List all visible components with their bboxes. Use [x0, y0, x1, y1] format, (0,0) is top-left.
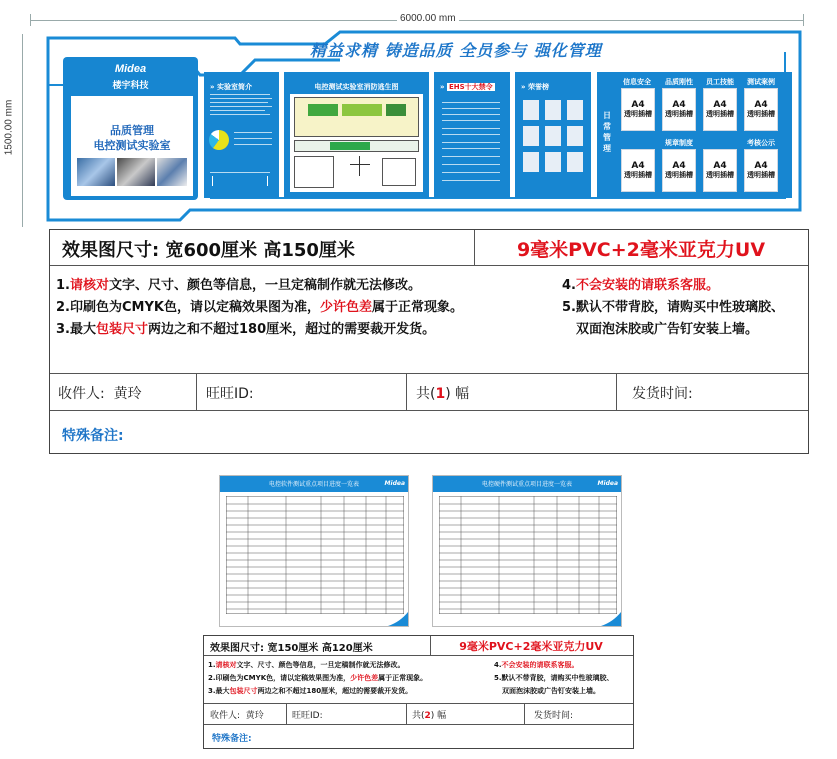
piece-count: 共(1) 幅 [416, 386, 470, 402]
wangwang-id-label: 旺旺ID: [292, 711, 323, 721]
note-5-line2: 双面泡沫胶或广告钉安装上墙。 [502, 687, 600, 695]
size-label: 效果图尺寸: 宽600厘米 高150厘米 [62, 240, 355, 261]
material-spec: 9毫米PVC+2毫米亚克力UV [459, 640, 603, 653]
material-spec: 9毫米PVC+2毫米亚克力UV [516, 239, 766, 261]
banner-slogan: 精益求精 铸造品质 全员参与 强化管理 [310, 41, 602, 60]
note-1: 1.请核对文字、尺寸、颜色等信息，一旦定稿制作就无法修改。 [56, 278, 422, 293]
size-label: 效果图尺寸: 宽150厘米 高120厘米 [210, 643, 373, 654]
piece-count: 共(2) 幅 [412, 711, 447, 721]
section-test-cases: 测试案例 [747, 78, 775, 86]
fire-map-diagram [290, 94, 423, 192]
section-info-security: 信息安全 [623, 78, 651, 86]
dimension-tick-left [30, 14, 31, 26]
width-dimension-label: 6000.00 mm [397, 13, 459, 24]
note-2: 2.印刷色为CMYK色，请以定稿效果图为准，少许色差属于正常现象。 [208, 674, 428, 682]
height-dimension-label: 1500.00 mm [3, 97, 14, 159]
special-remarks-label: 特殊备注: [212, 734, 252, 744]
section-rules: 规章制度 [665, 139, 693, 147]
note-4: 4.不会安装的请联系客服。 [562, 278, 719, 293]
section-staff-skills: 员工技能 [706, 78, 734, 86]
dimension-tick-right [803, 14, 804, 26]
pie-chart-icon [209, 130, 229, 150]
a4-slot: A4 透明插槽 [744, 88, 778, 131]
ship-time-label: 发货时间: [534, 711, 574, 721]
lab-title-box [71, 96, 193, 196]
fire-map-panel [284, 72, 429, 198]
note-1: 1.请核对文字、尺寸、颜色等信息，一旦定稿制作就无法修改。 [208, 661, 405, 669]
note-2: 2.印刷色为CMYK色，请以定稿效果图为准，少许色差属于正常现象。 [56, 300, 463, 315]
receiver-field: 收件人: 黄玲 [210, 711, 264, 721]
midea-logo: Midea [114, 63, 147, 75]
a4-slot: A4 透明插槽 [744, 149, 778, 192]
company-name: 楼宇科技 [112, 81, 149, 91]
lab-title-line2: 电控测试实验室 [93, 139, 171, 152]
a4-slot: A4 透明插槽 [662, 149, 696, 192]
note-5-line2: 双面泡沫胶或广告钉安装上墙。 [576, 322, 759, 337]
schedule-grid [226, 496, 404, 614]
a4-slot: A4 透明插槽 [703, 149, 737, 192]
honor-panel [515, 72, 591, 198]
corner-accent [388, 612, 408, 626]
a4-slot: A4 透明插槽 [621, 88, 655, 131]
special-remarks-label: 特殊备注: [62, 428, 124, 444]
intro-panel-title: » 实验室简介 [210, 83, 252, 91]
midea-logo-small: Midea [384, 480, 405, 487]
note-4: 4.不会安装的请联系客服。 [494, 661, 579, 669]
note-3: 3.最大包装尺寸两边之和不超过180厘米，超过的需要裁开发货。 [56, 322, 436, 337]
note-5-line1: 5.默认不带背胶，请购买中性玻璃胶、 [494, 674, 614, 682]
software-schedule-board [219, 475, 409, 627]
a4-slot: A4 透明插槽 [621, 149, 655, 192]
ehs-panel [434, 72, 510, 198]
order-info-table-large [49, 229, 809, 454]
a4-slot: A4 透明插槽 [662, 88, 696, 131]
a4-slot: A4 透明插槽 [703, 88, 737, 131]
order-info-table-small [203, 635, 634, 749]
hardware-schedule-board [432, 475, 622, 627]
section-assessment: 考核公示 [747, 139, 775, 147]
photo-engineers [77, 158, 115, 186]
height-dimension-line [22, 34, 23, 227]
software-board-title: 电控软件测试重点项目进度一览表 [268, 481, 359, 488]
note-5-line1: 5.默认不带背胶，请购买中性玻璃胶、 [562, 300, 784, 315]
midea-logo-small: Midea [597, 480, 618, 487]
section-quality: 品质刚性 [665, 78, 693, 86]
wangwang-id-label: 旺旺ID: [206, 386, 254, 402]
corner-accent [601, 612, 621, 626]
intro-panel [204, 72, 279, 198]
ehs-panel-title: » EHS十大禁令 [440, 83, 493, 91]
lab-title-line1: 品质管理 [110, 124, 154, 137]
receiver-field: 收件人: 黄玲 [58, 386, 142, 402]
note-3: 3.最大包装尺寸两边之和不超过180厘米，超过的需要裁开发货。 [208, 687, 413, 695]
daily-management-panel [597, 72, 792, 198]
hardware-board-title: 电控硬件测试重点项目进度一览表 [481, 481, 572, 488]
daily-management-label: 日常管理 [603, 111, 611, 153]
photo-businessman [117, 158, 155, 186]
timeline-graphic [212, 176, 268, 186]
fire-map-title: 电控测试实验室消防逃生图 [314, 83, 399, 91]
schedule-grid [439, 496, 617, 614]
photo-team [157, 158, 187, 186]
ship-time-label: 发货时间: [632, 386, 693, 402]
honor-panel-title: » 荣誉榜 [521, 83, 549, 91]
